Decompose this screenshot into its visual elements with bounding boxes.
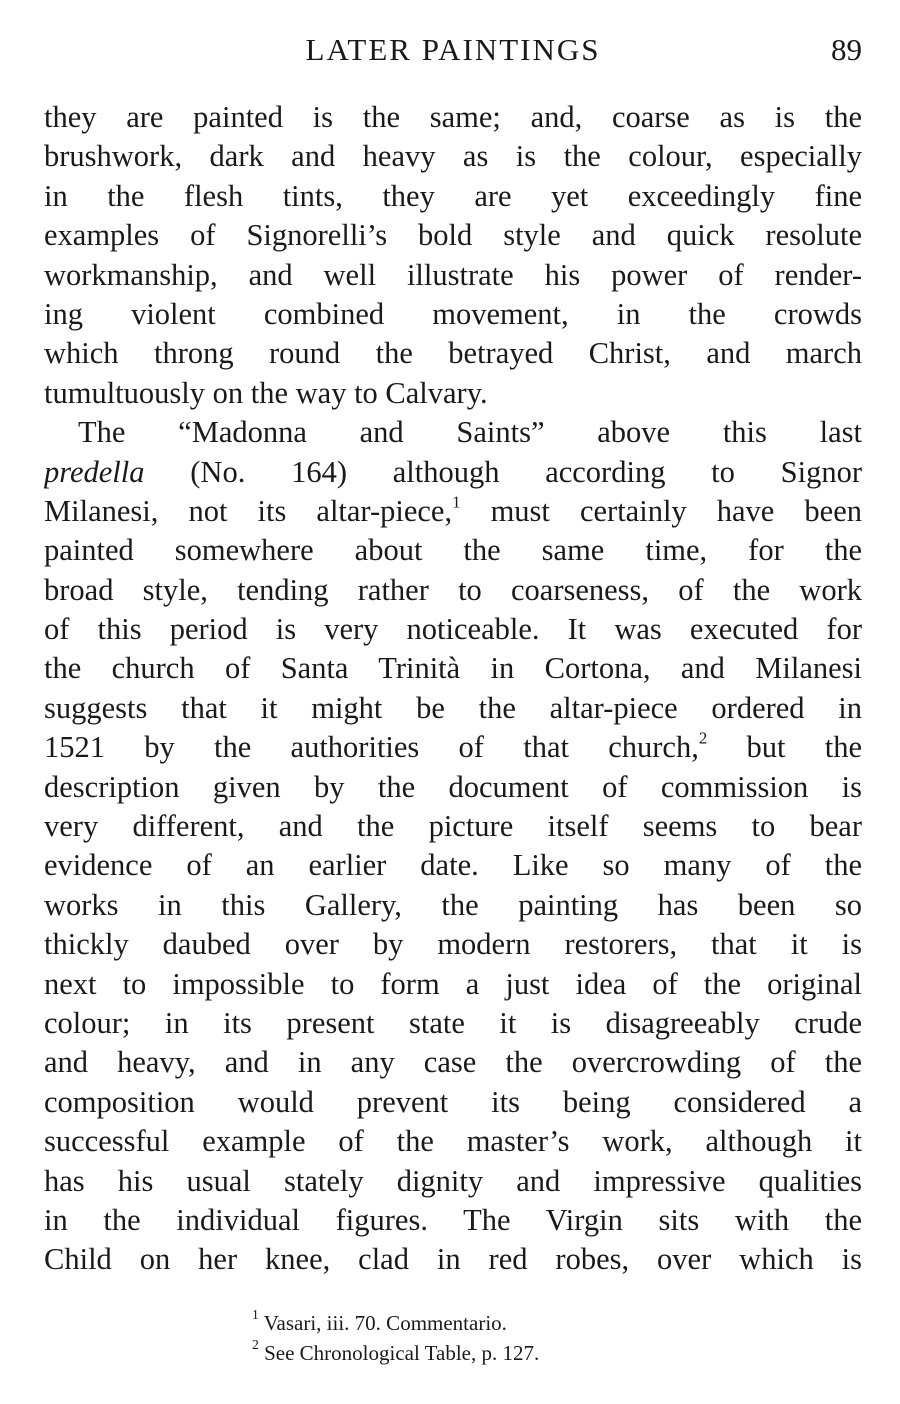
footnote-text: Vasari, iii. 70. Commentario.: [258, 1311, 507, 1335]
text-line: [44, 453, 862, 492]
text-line: [44, 728, 862, 767]
footnote-text: See Chronological Table, p. 127.: [258, 1341, 540, 1365]
text-line: colour; in its present state it is disagreeably crude: [44, 1005, 862, 1040]
italic-term: predella: [44, 454, 145, 489]
text-line: composition would prevent its being considered a: [44, 1084, 862, 1119]
footnote-marker: 2: [252, 1337, 259, 1353]
footnotes: [252, 1308, 772, 1368]
text-line: ing violent combined movement, in the crowds: [44, 296, 862, 331]
text-line: broad style, tending rather to coarseness, of the work: [44, 572, 862, 607]
footnote-ref: 2: [698, 728, 708, 748]
running-head: [44, 30, 862, 70]
text-line: has his usual stately dignity and impressive qualities: [44, 1163, 862, 1198]
footnote: [252, 1308, 772, 1338]
text-line: examples of Signorelli’s bold style and quick resolute: [44, 218, 862, 253]
text-line: brushwork, dark and heavy as is the colour, especially: [44, 139, 862, 174]
text-line: the church of Santa Trinità in Cortona, and Milanesi: [44, 651, 862, 686]
text-line: thickly daubed over by modern restorers, that it is: [44, 927, 862, 962]
text-line: tumultuously on the way to Calvary.: [44, 375, 488, 410]
text-line: in the flesh tints, they are yet exceedingly fine: [44, 178, 862, 213]
text-line: very different, and the picture itself seems to bear: [44, 809, 862, 844]
footnote-ref: 1: [452, 492, 461, 512]
footnote: [252, 1338, 772, 1368]
text-line: suggests that it might be the altar-piece ordered in: [44, 690, 862, 725]
text-line: and heavy, and in any case the overcrowding of the: [44, 1045, 862, 1080]
text-fragment: 1521 by the authorities of that church,: [44, 730, 699, 765]
text-line: evidence of an earlier date. Like so many of the: [44, 848, 862, 883]
text-fragment: (No. 164) although according to Signor: [190, 454, 862, 489]
text-line: description given by the document of commission is: [44, 769, 862, 804]
footnote-marker: 1: [252, 1307, 259, 1323]
text-line: successful example of the master’s work, although it: [44, 1124, 862, 1159]
text-line: in the individual figures. The Virgin sits with the: [44, 1202, 862, 1237]
text-line: workmanship, and well illustrate his power of render-: [44, 257, 862, 292]
text-line: they are painted is the same; and, coarse as is the: [44, 100, 862, 134]
text-line: The “Madonna and Saints” above this last: [78, 415, 862, 450]
text-line: [44, 492, 862, 531]
text-line: next to impossible to form a just idea of the original: [44, 966, 862, 1001]
text-fragment: must certainly have been: [460, 493, 862, 528]
running-title: LATER PAINTINGS: [305, 32, 601, 67]
body-text: [44, 98, 862, 1280]
text-line: of this period is very noticeable. It was executed for: [44, 612, 862, 647]
page-number: 89: [831, 32, 862, 67]
text-line: which throng round the betrayed Christ, and march: [44, 336, 862, 371]
text-fragment: but the: [707, 730, 862, 765]
text-line: Child on her knee, clad in red robes, over which is: [44, 1242, 862, 1277]
text-fragment: Milanesi, not its altar-piece,: [44, 493, 453, 528]
text-line: works in this Gallery, the painting has been so: [44, 887, 862, 922]
text-line: painted somewhere about the same time, for the: [44, 533, 862, 568]
